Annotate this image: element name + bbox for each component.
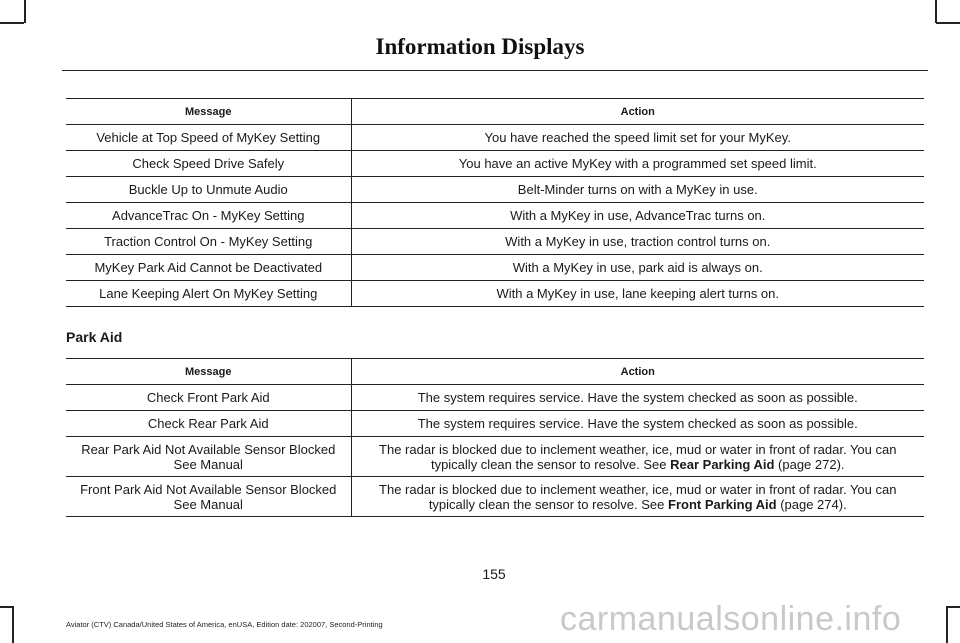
message-line: See Manual xyxy=(173,456,243,472)
action-text: The system requires service. Have the system checked as soon as possible. xyxy=(417,416,858,431)
table-header-row xyxy=(66,99,924,125)
crop-mark xyxy=(936,22,960,24)
action-text: The system requires service. Have the system checked as soon as possible. xyxy=(417,390,858,405)
message-cell: Check Speed Drive Safely xyxy=(66,151,351,177)
edition-footer: Aviator (CTV) Canada/United States of America, enUSA, Edition date: 202007, Second-Printing xyxy=(66,620,383,629)
crop-mark xyxy=(0,22,24,24)
table-row xyxy=(66,229,924,255)
action-text: The radar is blocked due to inclement weather, ice, mud or water in front of radar. You can typically clean the sensor to resolve. See xyxy=(379,441,897,472)
action-cell: You have an active MyKey with a programmed set speed limit. xyxy=(351,151,924,177)
page-reference: (page 274). xyxy=(776,496,847,512)
crop-mark xyxy=(935,0,937,23)
action-cell xyxy=(351,477,924,517)
mykey-messages-table xyxy=(66,98,924,307)
message-cell: Buckle Up to Unmute Audio xyxy=(66,177,351,203)
action-cell xyxy=(351,437,924,477)
action-cell: You have reached the speed limit set for your MyKey. xyxy=(351,125,924,151)
cross-reference-link[interactable]: Rear Parking Aid xyxy=(670,456,775,472)
message-cell xyxy=(66,385,351,411)
action-cell xyxy=(351,411,924,437)
action-text: The radar is blocked due to inclement weather, ice, mud or water in front of radar. You can typically clean the sensor to resolve. See xyxy=(379,481,897,512)
table-row xyxy=(66,477,924,517)
message-cell: AdvanceTrac On - MyKey Setting xyxy=(66,203,351,229)
message-line: Front Park Aid Not Available Sensor Blocked xyxy=(80,481,337,497)
message-line: See Manual xyxy=(173,496,243,512)
message-cell xyxy=(66,411,351,437)
section-heading-park-aid: Park Aid xyxy=(66,329,123,345)
message-cell: Lane Keeping Alert On MyKey Setting xyxy=(66,281,351,307)
table-row xyxy=(66,125,924,151)
table-row xyxy=(66,203,924,229)
crop-mark xyxy=(946,606,960,608)
table-row xyxy=(66,437,924,477)
crop-mark xyxy=(12,606,14,643)
table-row xyxy=(66,177,924,203)
crop-mark xyxy=(0,606,13,608)
page-reference: (page 272). xyxy=(774,456,845,472)
message-line: Check Front Park Aid xyxy=(146,390,270,405)
table-row xyxy=(66,255,924,281)
action-cell: With a MyKey in use, AdvanceTrac turns on. xyxy=(351,203,924,229)
message-cell: Vehicle at Top Speed of MyKey Setting xyxy=(66,125,351,151)
message-cell: MyKey Park Aid Cannot be Deactivated xyxy=(66,255,351,281)
message-cell: Traction Control On - MyKey Setting xyxy=(66,229,351,255)
table-row xyxy=(66,151,924,177)
page-number: 155 xyxy=(482,566,506,582)
action-cell: With a MyKey in use, traction control turns on. xyxy=(351,229,924,255)
message-cell xyxy=(66,437,351,477)
cross-reference-link[interactable]: Front Parking Aid xyxy=(668,496,777,512)
action-cell: With a MyKey in use, park aid is always on. xyxy=(351,255,924,281)
column-header-action: Action xyxy=(351,99,924,125)
park-aid-messages-table xyxy=(66,358,924,517)
table-row xyxy=(66,411,924,437)
column-header-message: Message xyxy=(66,99,351,125)
table-header-row xyxy=(66,359,924,385)
message-line: Rear Park Aid Not Available Sensor Blocked xyxy=(81,441,336,457)
action-cell: Belt-Minder turns on with a MyKey in use. xyxy=(351,177,924,203)
crop-mark xyxy=(946,606,948,643)
action-cell xyxy=(351,385,924,411)
title-divider xyxy=(62,70,928,71)
column-header-message: Message xyxy=(66,359,351,385)
crop-mark xyxy=(24,0,26,23)
message-line: Check Rear Park Aid xyxy=(147,416,269,431)
message-cell xyxy=(66,477,351,517)
column-header-action: Action xyxy=(351,359,924,385)
table-row xyxy=(66,385,924,411)
action-cell: With a MyKey in use, lane keeping alert turns on. xyxy=(351,281,924,307)
table-row xyxy=(66,281,924,307)
watermark: carmanualsonline.info xyxy=(560,600,902,638)
page-title: Information Displays xyxy=(375,34,585,59)
